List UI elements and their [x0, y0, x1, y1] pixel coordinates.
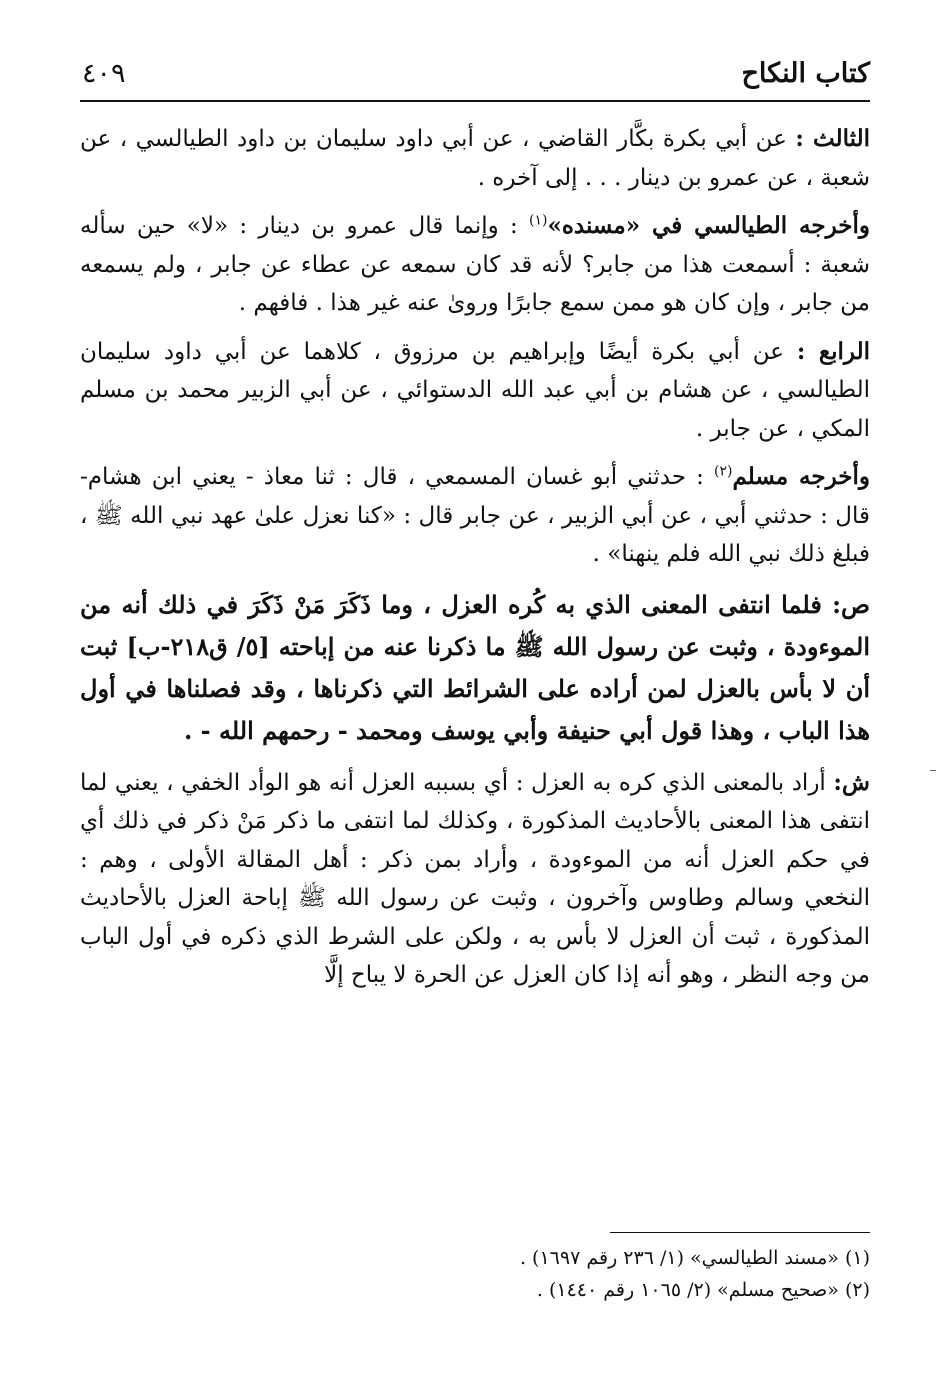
paragraph-2 [80, 207, 870, 323]
book-title: كتاب النكاح [741, 58, 870, 89]
page-header [80, 52, 870, 98]
paragraph-lead: وأخرجه الطيالسي في «مسنده» [547, 212, 871, 239]
footnotes [80, 1242, 870, 1306]
footnote-1: (١) «مسند الطيالسي» (١/ ٢٣٦ رقم ١٦٩٧) . [519, 1247, 870, 1269]
paragraph-3 [80, 333, 870, 449]
footnote-rule [610, 1232, 870, 1233]
paragraph-text: أراد بالمعنى الذي كره به العزل : أي بسببه العزل أنه هو الوأد الخفي ، يعني لما انتفى هذا المعنى بالأحاديث المذكورة ، وكذلك لما انتفى ما ذكر مَنْ ذكر في ذلك أي في حكم العزل أنه من الموءودة ، وأراد بمن ذكر : أهل المقالة الأولى ، وهم : النخعي وسالم وطاوس وآخرون ، وثبت عن رسول الله ﷺ إباحة العزل بالأحاديث المذكورة ، ثبت أن العزل لا بأس به ، ولكن على الشرط الذي ذكره في أول الباب من وجه النظر ، وهو أنه إذا كان العزل عن الحرة لا يباح إلَّا [80, 769, 870, 988]
paragraph-4 [80, 458, 870, 574]
paragraph-text: : حدثني أبو غسان المسمعي ، قال : ثنا معاذ - يعني ابن هشام- قال : حدثني أبي ، عن أبي الزبير ، عن جابر قال : «كنا نعزل علىٰ عهد نبي الله ﷺ ، فبلغ ذلك نبي الله فلم ينهنا» . [80, 464, 870, 567]
paragraph-text: عن أبي بكرة أيضًا وإبراهيم بن مرزوق ، كلاهما عن أبي داود سليمان الطيالسي ، عن هشام بن أبي عبد الله الدستوائي ، عن أبي الزبير محمد بن مسلم المكي ، عن جابر . [80, 338, 870, 442]
paragraph-lead: وأخرجه مسلم [732, 463, 870, 490]
paragraph-text: : وإنما قال عمرو بن دينار : «لا» حين سأله شعبة : أسمعت هذا من جابر؟ لأنه قد كان سمعه عن عطاء عن جابر ، ولم يسمعه من جابر ، وإن كان هو ممن سمع جابرًا وروىٰ عنه غير هذا . فافهم . [80, 213, 870, 316]
page-body [80, 120, 870, 1005]
paragraph-lead: الثالث : [795, 125, 870, 152]
paragraph-sharh [80, 764, 870, 995]
page-number: ٤٠٩ [82, 58, 126, 89]
paragraph-1 [80, 120, 870, 197]
margin-tick [930, 770, 936, 771]
footnote-2: (٢) «صحيح مسلم» (٢/ ١٠٦٥ رقم ١٤٤٠) . [536, 1279, 870, 1301]
paragraph-matn [80, 584, 870, 752]
header-rule [80, 100, 870, 102]
footnote-marker: (١) [528, 212, 548, 229]
paragraph-text: عن أبي بكرة بكَّار القاضي ، عن أبي داود سليمان بن داود الطيالسي ، عن شعبة ، عن عمرو بن دينار . . . إلى آخره . [80, 126, 870, 191]
paragraph-text: فلما انتفى المعنى الذي به كُره العزل ، وما ذَكَرَ مَنْ ذَكَرَ في ذلك أنه من الموءودة ، وثبت عن رسول الله ﷺ ما ذكرنا عنه من إباحته [٥/ ق٢١٨-ب] ثبت أن لا بأس بالعزل لمن أراده على الشرائط التي ذكرناها ، وقد فصلناها في أول هذا الباب ، وهذا قول أبي حنيفة وأبي يوسف ومحمد - رحمهم الله - . [80, 589, 870, 745]
paragraph-lead: ص: [832, 589, 870, 619]
paragraph-lead: ش: [833, 768, 870, 796]
footnote-marker: (٢) [714, 463, 733, 480]
page [80, 52, 871, 1301]
paragraph-lead: الرابع : [796, 337, 870, 365]
